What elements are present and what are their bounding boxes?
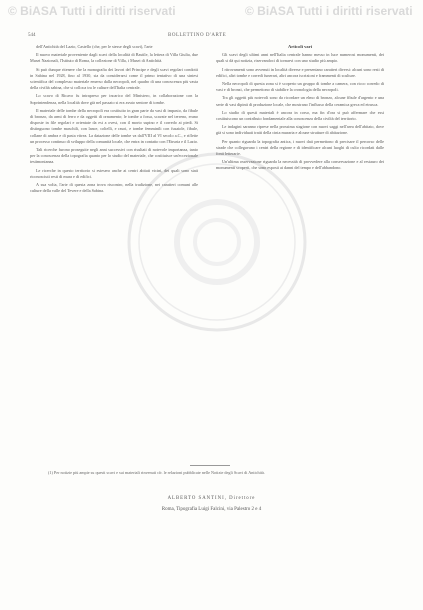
watermark-text: © BiASA Tutti i diritti riservati <box>8 4 176 18</box>
right-paragraph: Le indagini saranno riprese nella prossima stagione con nuovi saggi nell'area dell'abitato, dove già si sono individuati tratti della cinta muraria e alcune strutture di abitazione. <box>216 124 384 136</box>
running-head: BOLLETTINO D'ARTE <box>168 33 227 38</box>
footnote-divider <box>190 465 230 466</box>
section-title: Articoli vari <box>287 44 313 49</box>
editor-line: ALBERTO SANTINI, Direttore <box>167 496 256 501</box>
right-paragraph: Un'ultima osservazione riguarda la necessità di provvedere alla conservazione e al restauro dei monumenti scoperti, che sono esposti ai danni del tempo e dell'abbandono. <box>216 159 384 171</box>
left-paragraph: Si può dunque ritenere che la monografia dei lavori del Principe e degli scavi regolari condotti in Sabina nel 1928, fino al 1930, sia da considerarsi come il primo tentativo di una sintesi scientifica del complesso materiale emerso dalla necropoli, nel quadro di una conoscenza più vasta della civiltà sabina, che si colloca tra le culture dell'Italia centrale. <box>30 66 198 91</box>
right-paragraph: Gli scavi degli ultimi anni nell'Italia centrale hanno messo in luce numerosi monumenti, dei quali si dà qui notizia, riservandoci di tornarvi con uno studio più ampio. <box>216 52 384 64</box>
left-paragraph: Il nuovo materiale proveniente dagli scavi della località di Bastile, la lettera di Villa Giulia, due Musei Nazionali, l'Istituto di Roma, la collezione di Villa, i Musei di Antichità. <box>30 52 198 64</box>
page-header <box>28 30 395 42</box>
right-paragraph: Nella necropoli di questa zona si è scoperto un gruppo di tombe a camera, con ricco corredo di vasi e di bronzi, che permettono di stabilire la cronologia della necropoli. <box>216 81 384 93</box>
right-paragraph: Per quanto riguarda la topografia antica, i nuovi dati permettono di precisare il percorso delle strade che collegavano i centri della regione e di identificare alcuni luoghi di culto ricordati dalle fonti letterarie. <box>216 138 384 157</box>
watermark-right <box>245 4 413 18</box>
left-paragraph: Le ricerche in questo territorio si estesero anche ai centri abitati vicini, dei quali sono stati riconosciuti resti di mura e di edifici. <box>30 167 198 179</box>
watermark-left <box>8 4 176 18</box>
footnote: (1) Per notizie più ampie su questi scavi e sui materiali rinvenuti cfr. le relazioni pubblicate nelle Notizie degli Scavi di Antichità. <box>48 470 265 475</box>
watermark-text-right: © BiASA Tutti i diritti riservati <box>245 4 413 18</box>
printer-line: Roma, Tipografia Luigi Falcini, via Palestro 2 e 4 <box>161 507 262 512</box>
right-column <box>216 44 384 174</box>
right-paragraph: Tra gli oggetti più notevoli sono da ricordare un elmo di bronzo, alcune fibule d'argento e una serie di vasi dipinti di produzione locale, che mostrano l'influsso della ceramica greca ed etrusca. <box>216 95 384 107</box>
left-paragraph: Il materiale delle tombe della necropoli era costituito in gran parte da vasi di impasto, da fibule di bronzo, da armi di ferro e da oggetti di ornamento; le tombe a fossa, scavate nel terreno, erano disposte in file regolari e orientate da est a ovest, con il morto supino e il corredo ai piedi. Si distinguono tombe maschili, con lance, coltelli, e rasoi, e tombe femminili con fusaiole, fibule, collane di ambra e di pasta vitrea. La datazione delle tombe va dall'VIII al VI secolo a.C., e riflette un processo continuo di sviluppo della comunità locale, che entra in contatto con l'Etruria e il Lazio. <box>30 107 198 144</box>
left-column <box>30 44 198 196</box>
left-paragraph: A sua volta, l'arte di questa zona trova riscontro, nella tradizione, nei caratteri comuni alle culture della valle del Tevere e della Sabina. <box>30 182 198 194</box>
page-number: 544 <box>28 33 36 38</box>
right-paragraph: Lo studio di questi materiali è ancora in corso, ma fin d'ora si può affermare che essi costituiscono un contributo fondamentale alla conoscenza della civiltà del territorio. <box>216 109 384 122</box>
right-paragraph: I ritrovamenti sono avvenuti in località diverse e presentano caratteri diversi: alcuni sono resti di edifici, altri tombe e corredi funerari, altri ancora iscrizioni e frammenti di sculture. <box>216 66 384 78</box>
left-paragraph: Lo scavo di Ricavo fu intrapreso per incarico del Ministero, in collaborazione con la Soprintendenza, nella località dove già nel passato si era avuto sentore di tombe. <box>30 93 198 105</box>
left-paragraph: dell'Antichità del Lazio, Castello (che, per le stesse degli scavi), l'arte <box>36 44 153 49</box>
left-paragraph: Tali ricerche furono proseguite negli anni successivi con risultati di notevole importanza, tanto per la conoscenza della topografia quanto per lo studio del materiale, che costituisce un'eccezionale testimonianza. <box>30 147 198 165</box>
